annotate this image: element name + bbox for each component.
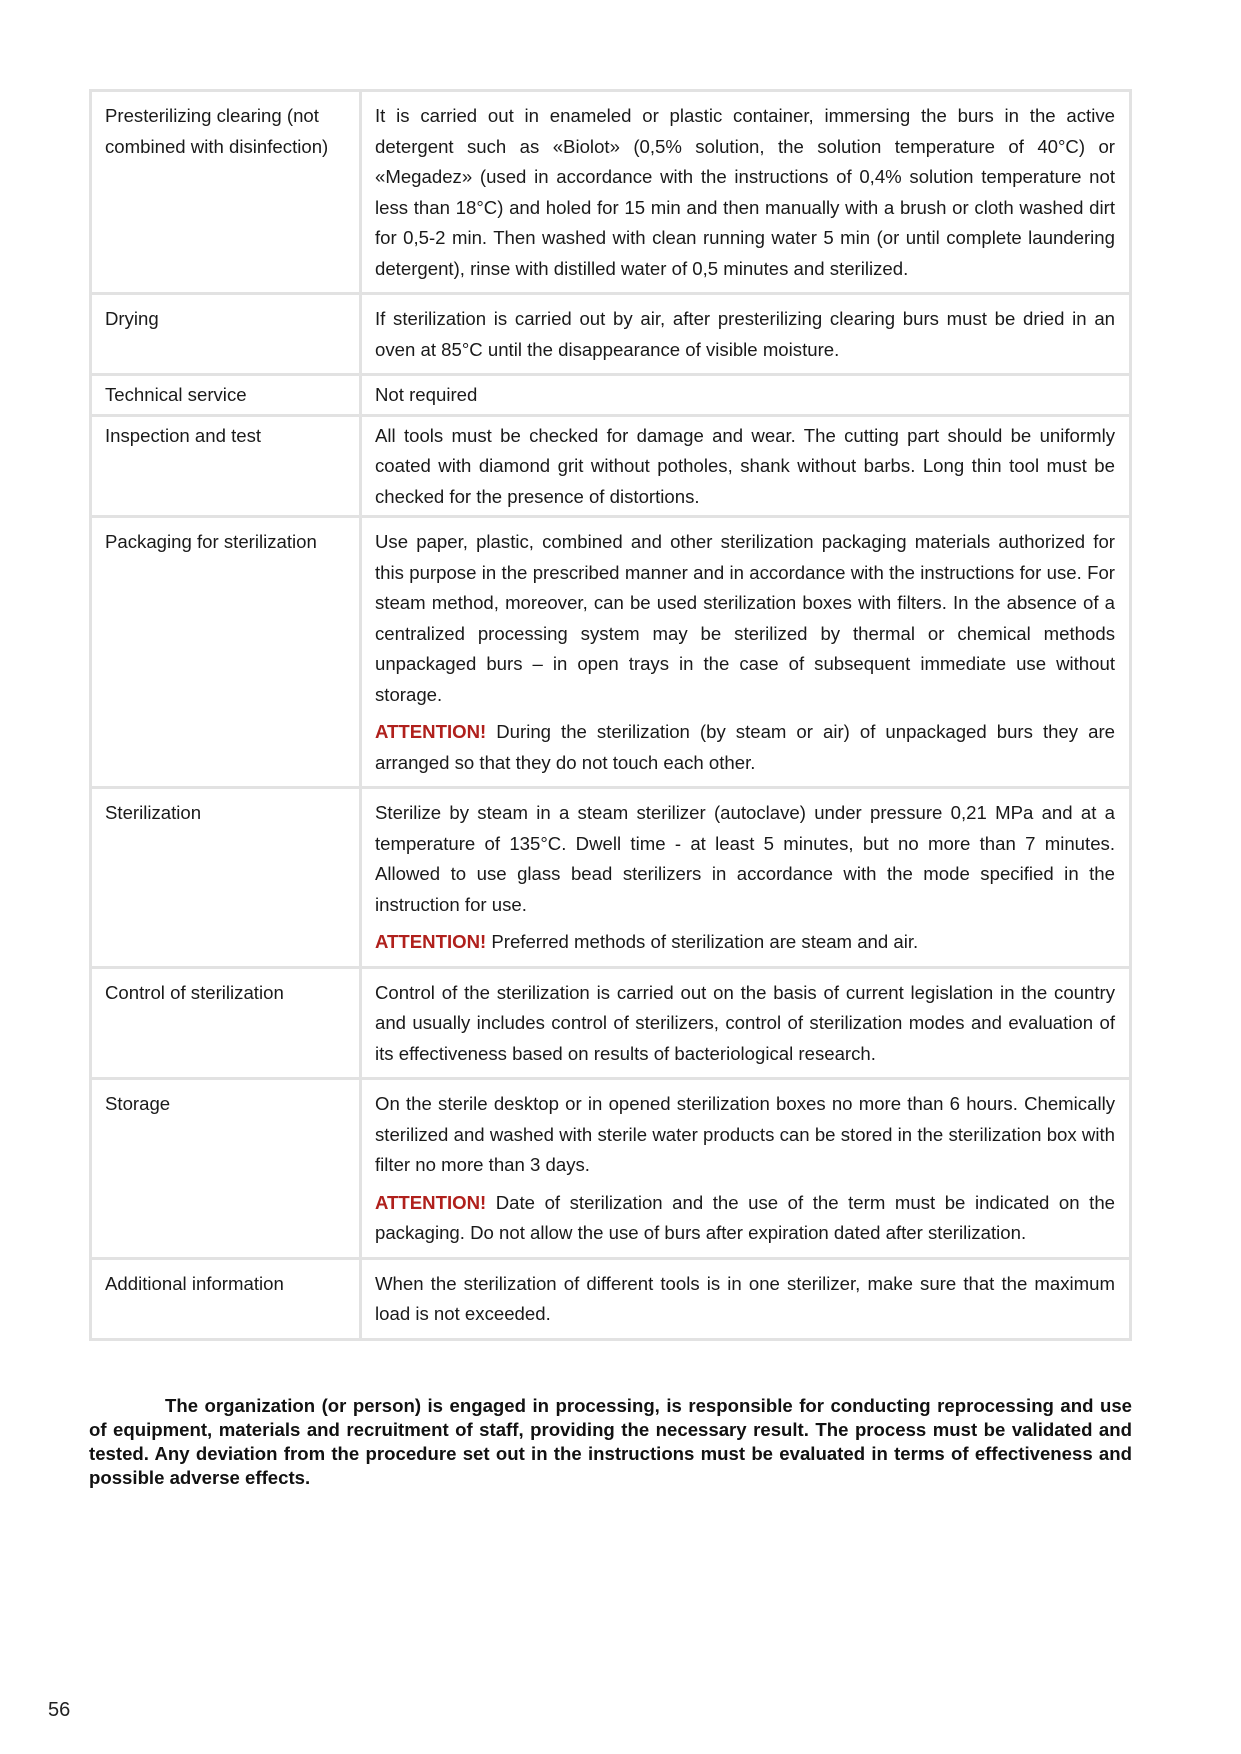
row-description bbox=[361, 517, 1131, 788]
row-description bbox=[361, 1258, 1131, 1339]
description-paragraph: Control of the sterilization is carried out on the basis of current legislation in the country and usually includes control of sterilizers, control of sterilization modes and evaluation of its effectiveness based on results of bacteriological research. bbox=[375, 981, 1115, 1064]
row-description bbox=[361, 375, 1131, 416]
attention-label: ATTENTION! bbox=[375, 931, 487, 952]
table-row bbox=[91, 415, 1131, 517]
row-description bbox=[361, 967, 1131, 1079]
table-row bbox=[91, 967, 1131, 1079]
attention-text: Date of sterilization and the use of the term must be indicated on the packaging. Do not allow the use of burs after expiration dated after sterilization. bbox=[375, 1191, 1115, 1243]
table-row bbox=[91, 294, 1131, 375]
description-paragraph: All tools must be checked for damage and wear. The cutting part should be uniformly coated with diamond grit without potholes, shank without barbs. Long thin tool must be checked for the presence of distortions. bbox=[375, 424, 1115, 507]
row-description bbox=[361, 415, 1131, 517]
row-label: Technical service bbox=[91, 375, 361, 416]
row-description bbox=[361, 788, 1131, 968]
description-paragraph: Not required bbox=[375, 384, 478, 405]
reprocessing-table bbox=[89, 89, 1132, 1341]
row-label: Sterilization bbox=[91, 788, 361, 968]
row-label: Additional information bbox=[91, 1258, 361, 1339]
description-paragraph: When the sterilization of different tools is in one sterilizer, make sure that the maximum load is not exceeded. bbox=[375, 1272, 1115, 1324]
description-paragraph: It is carried out in enameled or plastic container, immersing the burs in the active detergent such as «Biolot» (0,5% solution, the solution temperature of 40°C) or «Megadez» (used in accordance with the instructions of 0,4% solution temperature not less than 18°C) and holed for 15 min and then manually with a brush or cloth washed dirt for 0,5-2 min. Then washed with clean running water 5 min (or until complete laundering detergent), rinse with distilled water of 0,5 minutes and sterilized. bbox=[375, 105, 1115, 279]
description-paragraph: If sterilization is carried out by air, after presterilizing clearing burs must be dried in an oven at 85°C until the disappearance of visible moisture. bbox=[375, 308, 1115, 360]
row-label: Storage bbox=[91, 1079, 361, 1259]
attention-text: During the sterilization (by steam or air) of unpackaged burs they are arranged so that they do not touch each other. bbox=[375, 721, 1115, 773]
attention-note bbox=[375, 1188, 1115, 1249]
row-label: Control of sterilization bbox=[91, 967, 361, 1079]
table-row bbox=[91, 91, 1131, 294]
attention-note bbox=[375, 927, 1115, 958]
table-row bbox=[91, 375, 1131, 416]
table-row bbox=[91, 1258, 1131, 1339]
responsibility-statement: The organization (or person) is engaged in processing, is responsible for conducting reprocessing and use of equipment, materials and recruitment of staff, providing the necessary result. The process must be validated and tested. Any deviation from the procedure set out in the instructions must be evaluated in terms of effectiveness and possible adverse effects. bbox=[89, 1395, 1132, 1488]
table-row bbox=[91, 1079, 1131, 1259]
row-description bbox=[361, 1079, 1131, 1259]
description-paragraph: Use paper, plastic, combined and other sterilization packaging materials authorized for this purpose in the prescribed manner and in accordance with the instructions for use. For steam method, moreover, can be used sterilization boxes with filters. In the absence of a centralized processing system may be sterilized by thermal or chemical methods unpackaged burs – in open trays in the case of subsequent immediate use without storage. bbox=[375, 531, 1115, 705]
attention-label: ATTENTION! bbox=[375, 1191, 487, 1213]
attention-note bbox=[375, 717, 1115, 778]
description-paragraph: On the sterile desktop or in opened sterilization boxes no more than 6 hours. Chemically sterilized and washed with sterile water products can be stored in the sterilization box with filter no more than 3 days. bbox=[375, 1093, 1115, 1175]
row-label: Inspection and test bbox=[91, 415, 361, 517]
attention-text: Preferred methods of sterilization are steam and air. bbox=[486, 931, 919, 952]
table-row bbox=[91, 788, 1131, 968]
page-number: 56 bbox=[48, 1699, 71, 1721]
row-label: Presterilizing clearing (not combined with disinfection) bbox=[91, 91, 361, 294]
description-paragraph: Sterilize by steam in a steam sterilizer (autoclave) under pressure 0,21 MPa and at a temperature of 135°C. Dwell time - at least 5 minutes, but no more than 7 minutes. Allowed to use glass bead sterilizers in accordance with the mode specified in the instruction for use. bbox=[375, 802, 1115, 915]
attention-label: ATTENTION! bbox=[375, 721, 487, 742]
row-description bbox=[361, 294, 1131, 375]
row-description bbox=[361, 91, 1131, 294]
table-row bbox=[91, 517, 1131, 788]
row-label: Drying bbox=[91, 294, 361, 375]
row-label: Packaging for sterilization bbox=[91, 517, 361, 788]
